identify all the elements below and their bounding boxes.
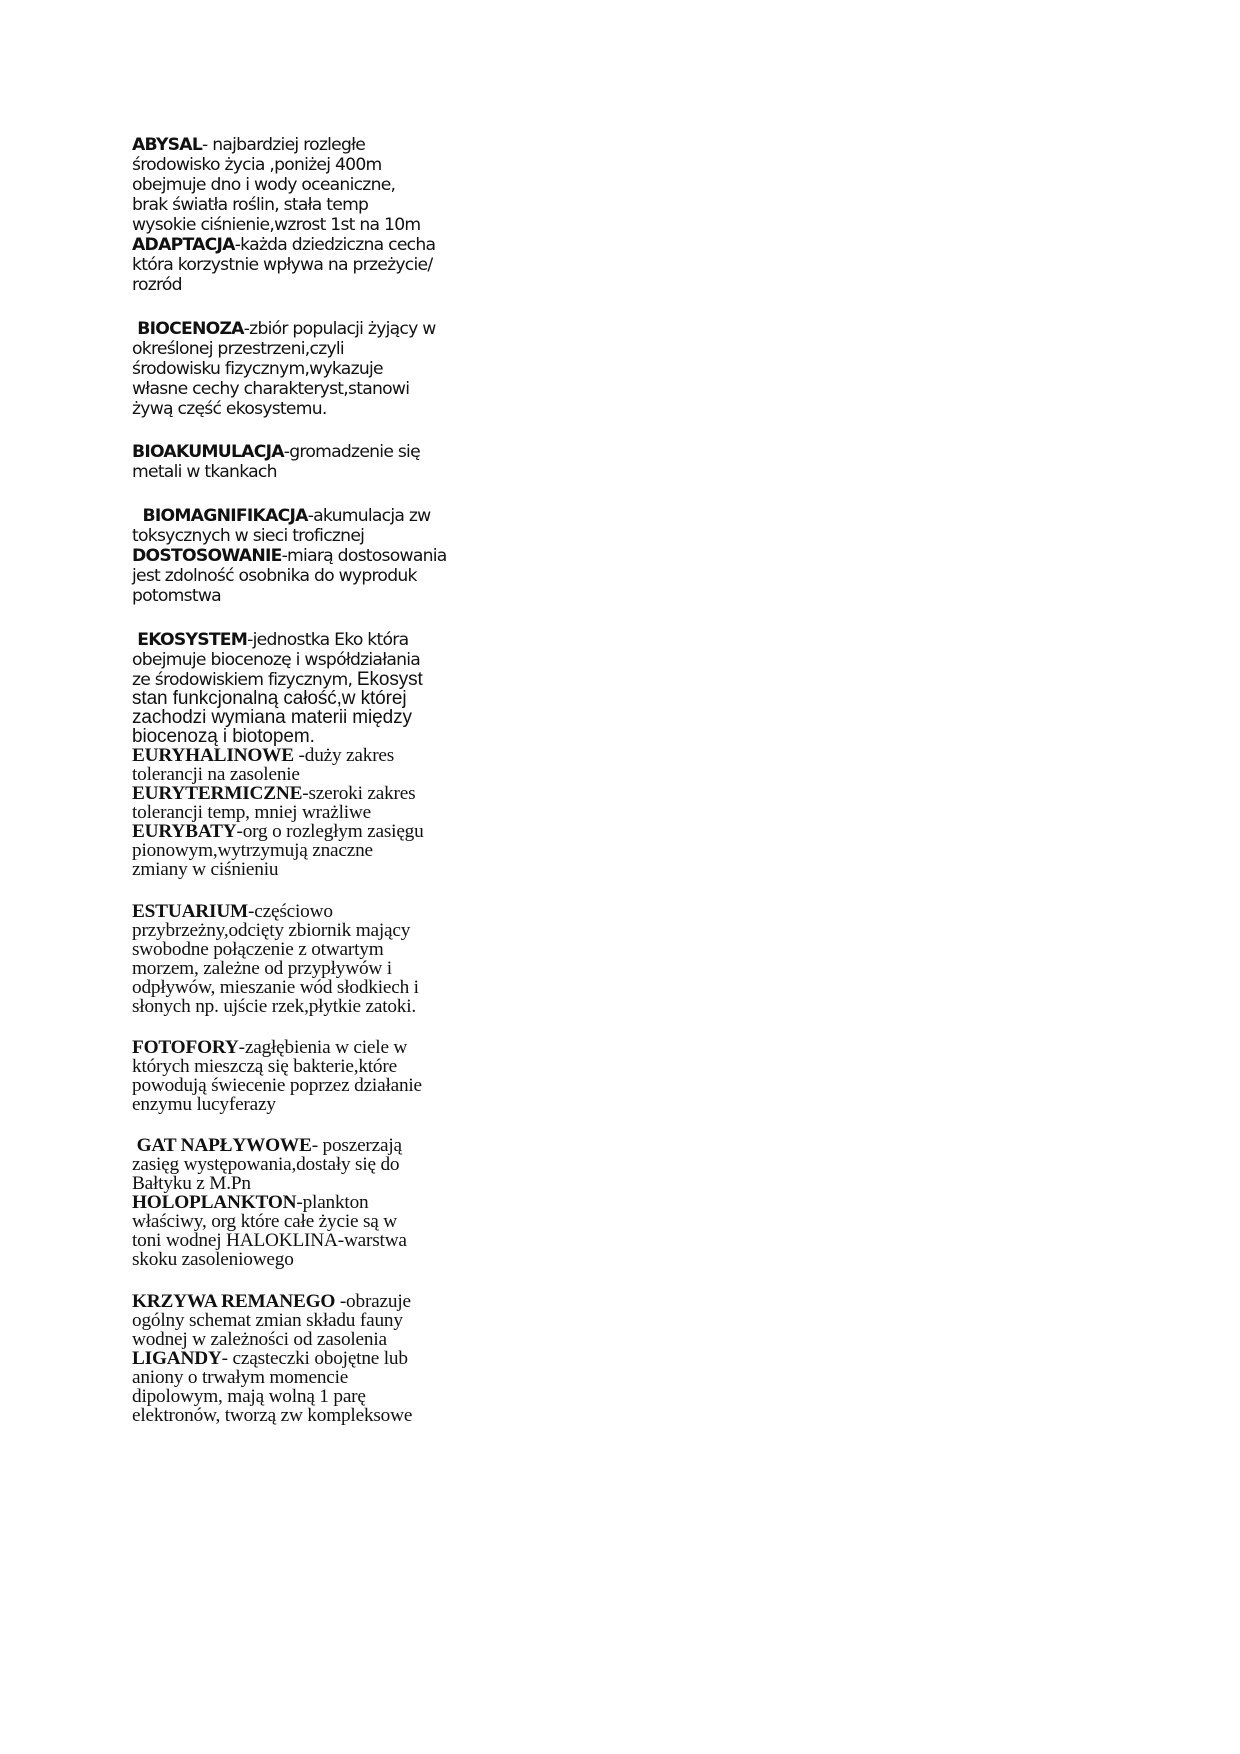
glossary-term-line — [132, 630, 408, 650]
glossary-definition-text: elektronów, tworzą zw kompleksowe — [132, 1405, 413, 1426]
glossary-text-line — [132, 462, 277, 482]
glossary-definition-text: -miarą dostosowania — [281, 546, 447, 566]
glossary-term-line — [132, 1292, 411, 1311]
glossary-term: ADAPTACJA — [132, 235, 235, 255]
glossary-definition-text: przybrzeżny,odcięty zbiornik mający — [132, 920, 411, 941]
glossary-definition-text: brak światła roślin, stała temp — [132, 195, 369, 215]
glossary-definition-text: swobodne połączenie z otwartym — [132, 939, 384, 960]
glossary-definition-text: -duży zakres — [293, 745, 395, 766]
glossary-term-line — [132, 1193, 368, 1212]
glossary-definition-text: ze środowiskiem fizycznym, — [132, 670, 357, 690]
glossary-text-line — [132, 255, 432, 275]
glossary-definition-text: -gromadzenie się — [283, 442, 420, 462]
glossary-text-line — [132, 940, 384, 959]
glossary-definition-text: stan funkcjonalną całość,w której — [132, 688, 407, 709]
glossary-definition-text: żywą część ekosystemu. — [132, 399, 327, 419]
glossary-text-line — [132, 359, 383, 379]
glossary-term-line — [132, 546, 447, 566]
glossary-definition-text: toksycznych w sieci troficznej — [132, 526, 365, 546]
glossary-text-line — [132, 860, 278, 879]
glossary-definition-text: środowisko życia ,poniżej 400m — [132, 155, 382, 175]
glossary-definition-text: zasięg występowania,dostały się do — [132, 1154, 400, 1175]
glossary-definition-text: Bałtyku z M.Pn — [132, 1173, 251, 1194]
glossary-definition-text: wodnej w zależności od zasolenia — [132, 1329, 387, 1350]
glossary-definition-text: odpływów, mieszanie wód słodkiech i — [132, 977, 419, 998]
glossary-definition-tail: Ekosyst — [356, 669, 423, 690]
glossary-text-line — [132, 1155, 399, 1174]
glossary-term-line — [132, 1038, 407, 1057]
glossary-term: FOTOFORY — [132, 1037, 239, 1058]
glossary-term: EURYBATY — [132, 821, 237, 842]
glossary-definition-text: właściwy, org które całe życie są w — [132, 1211, 397, 1232]
glossary-text-line — [132, 215, 420, 235]
glossary-definition-text: -szeroki zakres — [302, 783, 416, 804]
glossary-definition-text: skoku zasoleniowego — [132, 1249, 294, 1270]
glossary-text-line — [132, 708, 412, 728]
glossary-definition-text: -każda dziedziczna cecha — [234, 235, 436, 255]
glossary-definition-text: zmiany w ciśnieniu — [132, 859, 279, 880]
glossary-text-line — [132, 921, 410, 940]
glossary-definition-text: - najbardziej rozległe — [202, 135, 366, 155]
glossary-definition-text: których mieszczą się bakterie,które — [132, 1056, 397, 1077]
glossary-term: BIOAKUMULACJA — [132, 442, 284, 462]
glossary-text-line — [132, 650, 420, 670]
glossary-text-line — [132, 689, 406, 709]
glossary-definition-text: - cząsteczki obojętne lub — [221, 1348, 408, 1369]
glossary-definition-text: metali w tkankach — [132, 462, 277, 482]
glossary-definition-text: wysokie ciśnienie,wzrost 1st na 10m — [132, 215, 421, 235]
glossary-text-line — [132, 1076, 422, 1095]
glossary-text-line — [132, 841, 373, 860]
glossary-definition-text: toni wodnej HALOKLINA-warstwa — [132, 1230, 407, 1251]
glossary-term-line — [132, 319, 436, 339]
glossary-term: LIGANDY — [132, 1348, 222, 1369]
glossary-term: ABYSAL — [132, 135, 203, 155]
glossary-definition-text: potomstwa — [132, 586, 221, 606]
glossary-text-line — [132, 1368, 348, 1387]
glossary-text-line — [132, 1330, 387, 1349]
glossary-definition-text: aniony o trwałym momencie — [132, 1367, 349, 1388]
glossary-text-line — [132, 997, 416, 1016]
glossary-definition-text: -plankton — [296, 1192, 369, 1213]
glossary-text-line — [132, 1250, 294, 1269]
glossary-text-line — [132, 1311, 403, 1330]
glossary-definition-text: rozród — [132, 275, 182, 295]
glossary-text-line — [132, 566, 417, 586]
glossary-term-line — [132, 1349, 408, 1368]
glossary-definition-text: określonej przestrzeni,czyli — [132, 339, 344, 359]
glossary-text-line — [132, 1095, 276, 1114]
glossary-definition-text: morzem, zależne od przypływów i — [132, 958, 392, 979]
glossary-definition-text: tolerancji na zasolenie — [132, 764, 300, 785]
glossary-text-line — [132, 339, 344, 359]
glossary-text-line — [132, 727, 315, 747]
glossary-text-line — [132, 1174, 251, 1193]
glossary-definition-text: -zagłębienia w ciele w — [238, 1037, 408, 1058]
glossary-definition-text: biocenozą i biotopem. — [132, 726, 315, 747]
glossary-term: ESTUARIUM — [132, 901, 249, 922]
glossary-text-line — [132, 1387, 366, 1406]
glossary-term: KRZYWA REMANEGO — [132, 1291, 336, 1312]
glossary-term-line — [132, 442, 420, 462]
glossary-text-line — [132, 1406, 412, 1425]
glossary-definition-text: dipolowym, mają wolną 1 parę — [132, 1386, 366, 1407]
glossary-definition-text: ogólny schemat zmian składu fauny — [132, 1310, 403, 1331]
glossary-text-line — [132, 195, 368, 215]
glossary-text-line — [132, 399, 327, 419]
glossary-definition-text: obejmuje biocenozę i współdziałania — [132, 650, 421, 670]
glossary-definition-text: -częściowo — [248, 901, 333, 922]
glossary-definition-text: środowisku fizycznym,wykazuje — [132, 359, 383, 379]
glossary-term: GAT NAPŁYWOWE — [132, 1135, 312, 1156]
glossary-term: BIOMAGNIFIKACJA — [132, 506, 308, 526]
glossary-definition-text: -jednostka Eko która — [247, 630, 409, 650]
glossary-text-line — [132, 959, 392, 978]
glossary-term: BIOCENOZA — [132, 319, 244, 339]
glossary-text-line — [132, 155, 382, 175]
glossary-text-line — [132, 275, 182, 295]
glossary-term-line — [132, 135, 365, 155]
glossary-definition-text: zachodzi wymiana materii między — [132, 707, 412, 728]
glossary-definition-text: -obrazuje — [335, 1291, 411, 1312]
glossary-term-line — [132, 506, 430, 526]
glossary-definition-text: która korzystnie wpływa na przeżycie/ — [132, 255, 433, 275]
glossary-term-line — [132, 784, 415, 803]
glossary-definition-text: powodują świecenie poprzez działanie — [132, 1075, 422, 1096]
glossary-definition-text: jest zdolność osobnika do wyproduk — [132, 566, 417, 586]
glossary-definition-text: słonych np. ujście rzek,płytkie zatoki. — [132, 996, 417, 1017]
glossary-text-line — [132, 803, 371, 822]
glossary-definition-text: -org o rozległym zasięgu — [236, 821, 424, 842]
glossary-text-line — [132, 379, 409, 399]
glossary-definition-text: - poszerzają — [311, 1135, 402, 1156]
glossary-definition-text: tolerancji temp, mniej wrażliwe — [132, 802, 372, 823]
glossary-term: EURYHALINOWE — [132, 745, 294, 766]
glossary-definition-text: własne cechy charakteryst,stanowi — [132, 379, 410, 399]
glossary-definition-text: obejmuje dno i wody oceaniczne, — [132, 175, 396, 195]
glossary-text-line — [132, 526, 364, 546]
glossary-term: EKOSYSTEM — [132, 630, 248, 650]
glossary-text-line — [132, 1057, 397, 1076]
glossary-term-line — [132, 902, 333, 921]
glossary-text-line — [132, 670, 423, 690]
glossary-definition-text: pionowym,wytrzymują znaczne — [132, 840, 373, 861]
glossary-term: EURYTERMICZNE — [132, 783, 303, 804]
glossary-term-line — [132, 235, 435, 255]
glossary-term: HOLOPLANKTON — [132, 1192, 297, 1213]
glossary-text-line — [132, 175, 395, 195]
glossary-text-line — [132, 978, 419, 997]
glossary-definition-text: -zbiór populacji żyjący w — [243, 319, 436, 339]
glossary-term-line — [132, 1136, 402, 1155]
glossary-text-line — [132, 765, 300, 784]
glossary-definition-text: -akumulacja zw — [307, 506, 431, 526]
glossary-definition-text: enzymu lucyferazy — [132, 1094, 276, 1115]
glossary-text-line — [132, 586, 221, 606]
glossary-term-line — [132, 822, 424, 841]
glossary-term-line — [132, 746, 394, 765]
glossary-term: DOSTOSOWANIE — [132, 546, 282, 566]
glossary-text-line — [132, 1231, 407, 1250]
glossary-text-line — [132, 1212, 397, 1231]
